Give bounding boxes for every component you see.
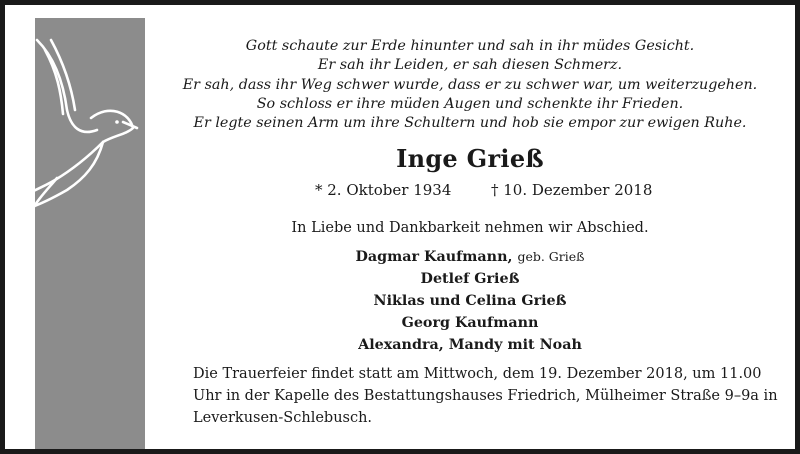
mourner-name: Dagmar Kaufmann, — [355, 249, 513, 265]
birth-date: * 2. Oktober 1934 — [315, 181, 452, 199]
poem-line: So schloss er ihre müden Augen und schenkte ihr Frieden. — [256, 95, 684, 112]
mourner-entry: Alexandra, Mandy mit Noah — [358, 337, 582, 353]
dove-icon — [5, 18, 145, 218]
mourner-entry — [145, 246, 795, 268]
farewell-text: In Liebe und Dankbarkeit nehmen wir Abschied. — [291, 220, 649, 236]
poem — [145, 37, 795, 133]
service-details: Die Trauerfeier findet statt am Mittwoch, dem 19. Dezember 2018, um 11.00 Uhr in der Kapelle des Bestattungshauses Friedrich, Mülheimer Straße 9–9a in Leverkusen-Schlebusch. — [193, 366, 778, 426]
side-band — [35, 18, 145, 449]
poem-line: Er sah ihr Leiden, er sah diesen Schmerz. — [317, 57, 623, 74]
death-date: † 10. Dezember 2018 — [491, 181, 653, 199]
poem-line: Er legte seinen Arm um ihre Schultern und hob sie empor zur ewigen Ruhe. — [193, 115, 747, 132]
poem-line: Er sah, dass ihr Weg schwer wurde, dass er zu schwer war, um weiterzugehen. — [182, 76, 758, 93]
poem-line: Gott schaute zur Erde hinunter und sah in ihr müdes Gesicht. — [245, 38, 695, 54]
mourner-entry: Georg Kaufmann — [401, 315, 539, 331]
mourners-list — [145, 246, 795, 356]
maiden-name-note: geb. Grieß — [517, 249, 585, 264]
mourner-entry: Detlef Grieß — [420, 271, 520, 287]
content-area — [145, 5, 795, 449]
mourner-entry: Niklas und Celina Grieß — [373, 293, 567, 309]
deceased-name: Inge Grieß — [396, 144, 544, 173]
